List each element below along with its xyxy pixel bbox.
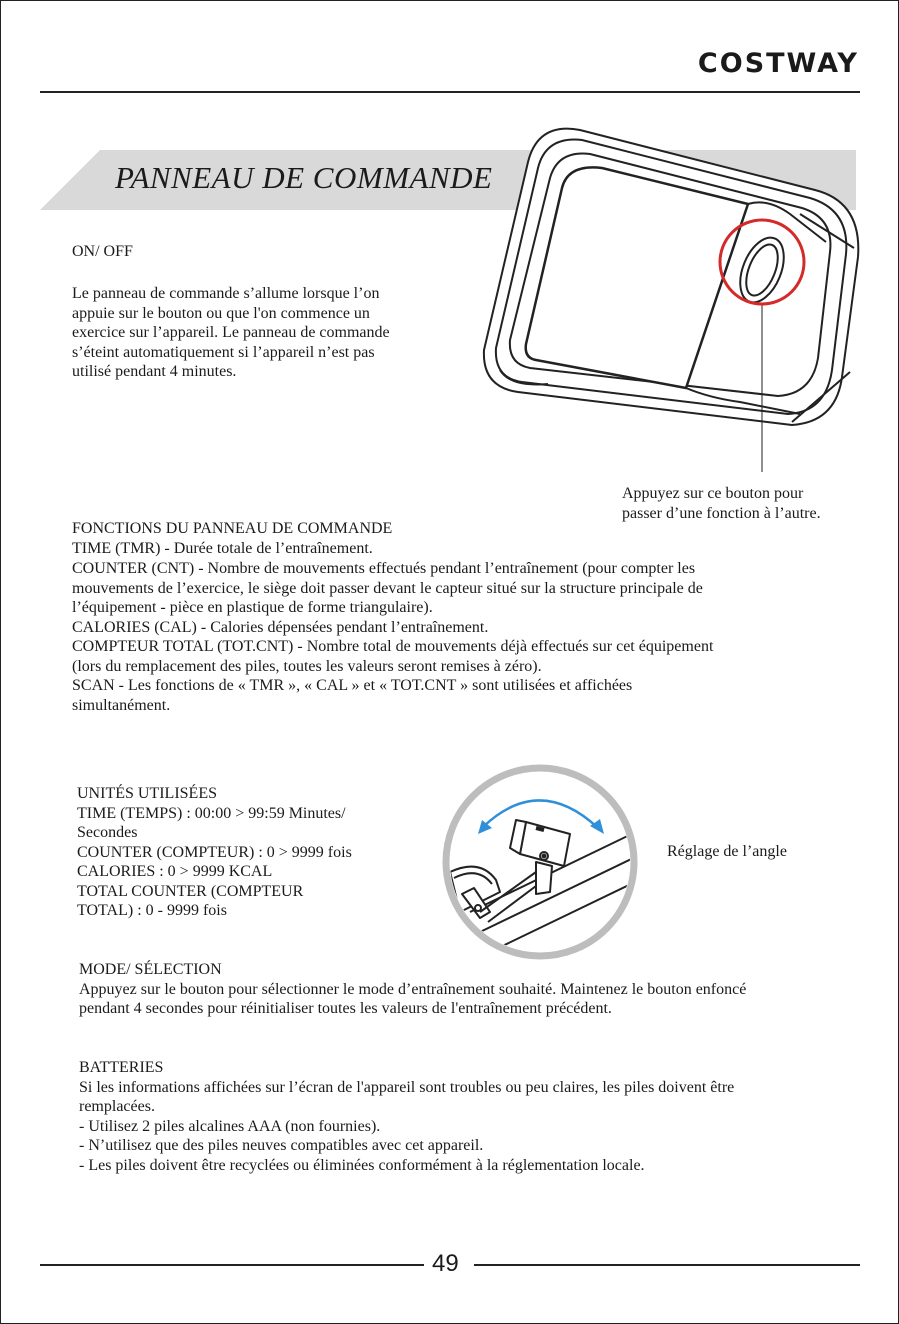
units-line: COUNTER (COMPTEUR) : 0 > 9999 fois xyxy=(77,843,352,861)
batteries-line: - N’utilisez que des piles neuves compatibles avec cet appareil. xyxy=(79,1137,484,1154)
footer-rule-right xyxy=(474,1264,860,1266)
callout-line: passer d’une fonction à l’autre. xyxy=(622,504,821,522)
angle-adjustment-illustration xyxy=(440,762,640,962)
units-line: TOTAL COUNTER (COMPTEUR xyxy=(77,882,304,900)
functions-line: SCAN - Les fonctions de « TMR », « CAL » et « TOT.CNT » sont utilisées et affichées xyxy=(72,677,633,694)
angle-adjust-label: Réglage de l’angle xyxy=(667,843,787,860)
onoff-line: s’éteint automatiquement si l’appareil n’est pas xyxy=(72,343,375,361)
onoff-heading: ON/ OFF xyxy=(72,243,133,260)
functions-line: (lors du remplacement des piles, toutes les valeurs seront remises à zéro). xyxy=(72,657,542,675)
batteries-line: - Utilisez 2 piles alcalines AAA (non fournies). xyxy=(79,1117,381,1135)
onoff-line: exercice sur l’appareil. Le panneau de commande xyxy=(72,324,390,341)
batteries-line: - Les piles doivent être recyclées ou éliminées conformément à la réglementation locale. xyxy=(79,1156,645,1174)
batteries-line: remplacées. xyxy=(79,1098,155,1115)
mode-line: pendant 4 secondes pour réinitialiser toutes les valeurs de l'entraînement précédent. xyxy=(79,1000,612,1017)
footer-rule-left xyxy=(40,1264,424,1266)
page-number: 49 xyxy=(432,1250,459,1277)
functions-line: CALORIES (CAL) - Calories dépensées pendant l’entraînement. xyxy=(72,618,489,636)
batteries-heading: BATTERIES xyxy=(79,1059,164,1076)
functions-line: mouvements de l’exercice, le siège doit passer devant le capteur situé sur la structure principale de xyxy=(72,579,703,597)
onoff-line: utilisé pendant 4 minutes. xyxy=(72,363,237,380)
functions-line: TIME (TMR) - Durée totale de l’entraînement. xyxy=(72,540,373,557)
units-line: TIME (TEMPS) : 00:00 > 99:59 Minutes/ xyxy=(77,804,346,822)
units-heading: UNITÉS UTILISÉES xyxy=(77,785,217,802)
functions-line: COMPTEUR TOTAL (TOT.CNT) - Nombre total de mouvements déjà effectués sur cet équipement xyxy=(72,638,714,655)
mode-line: Appuyez sur le bouton pour sélectionner le mode d’entraînement souhaité. Maintenez le bouton enfoncé xyxy=(79,980,747,998)
mode-heading: MODE/ SÉLECTION xyxy=(79,961,222,978)
callout-line: Appuyez sur ce bouton pour xyxy=(622,485,804,502)
functions-line: COUNTER (CNT) - Nombre de mouvements effectués pendant l’entraînement (pour compter les xyxy=(72,560,696,577)
units-line: CALORIES : 0 > 9999 KCAL xyxy=(77,863,273,880)
button-callout xyxy=(622,484,821,523)
control-panel-illustration xyxy=(470,122,870,472)
page-title: PANNEAU DE COMMANDE xyxy=(115,160,493,195)
units-line: TOTAL) : 0 - 9999 fois xyxy=(77,902,227,919)
onoff-line: appuie sur le bouton ou que l'on commence un xyxy=(72,304,370,322)
functions-line: simultanément. xyxy=(72,696,171,714)
onoff-line: Le panneau de commande s’allume lorsque l’on xyxy=(72,285,380,302)
brand-logo: COSTWAY xyxy=(697,48,859,79)
functions-heading: FONCTIONS DU PANNEAU DE COMMANDE xyxy=(72,520,393,537)
batteries-line: Si les informations affichées sur l’écran de l'appareil sont troubles ou peu claires, les piles doivent être xyxy=(79,1078,735,1096)
header-rule xyxy=(40,91,860,93)
units-line: Secondes xyxy=(77,824,138,841)
functions-line: l’équipement - pièce en plastique de forme triangulaire). xyxy=(72,599,433,616)
